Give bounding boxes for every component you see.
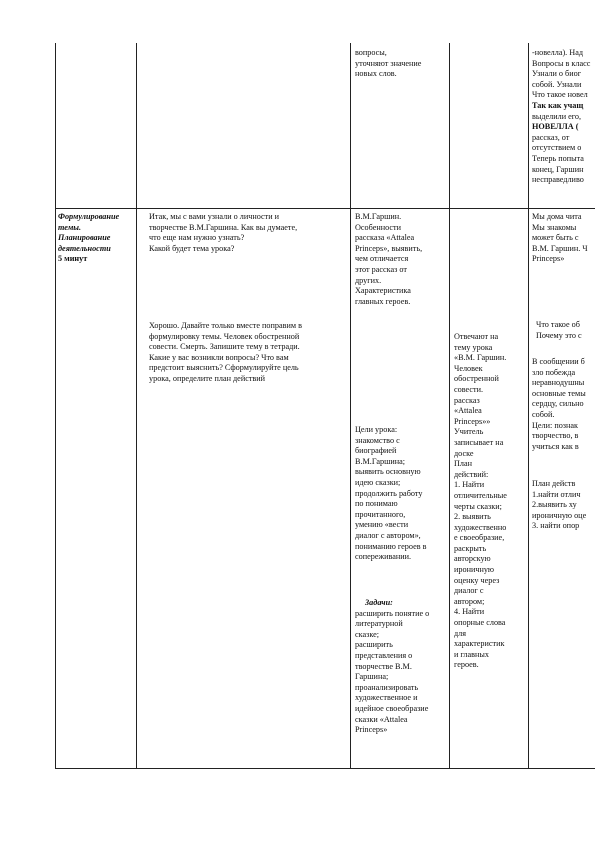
lesson-tasks: Задачи: расширить понятие о литературной сказке; расширить представления о творчестве В.М. Гаршина; проанализировать художественное и идейное своеобразие сказки «Attalea Princeps» [355, 598, 447, 736]
row2-col5-summary: В сообщении б зло побежда неравнодушны основные темы сердцу, сильно собой. Цели: познак творчество, в учиться как в [532, 357, 586, 451]
stage-time: 5 минут [58, 254, 88, 264]
lesson-topic-text: В.М.Гаршин. Особенности рассказа «Attalea Princeps», выявить, чем отличается этот рассказ от других. Характеристика главных героев. [355, 212, 423, 306]
table-row-divider [55, 208, 595, 209]
table-border-col4 [449, 43, 450, 768]
teacher-question-text: Итак, мы с вами узнали о личности и творчестве В.М.Гаршина. Как вы думаете, что еще нам нужно узнать? Какой будет тема урока? [149, 212, 298, 253]
lesson-goals: Цели урока: знакомство с биографией В.М.Гаршина; выявить основную идею сказки; продолжить работу по понимаю прочитанного, умению «вести диалог с автором», пониманию героев в сопереживании. [355, 425, 447, 563]
table-border-col2 [136, 43, 137, 768]
row2-col5-question: Что такое об Почему это с [536, 320, 582, 340]
table-border-bottom [55, 768, 595, 769]
table-border-col5 [528, 43, 529, 768]
plan-label: План действ [532, 479, 576, 488]
goals-label: Цели урока: [355, 425, 398, 434]
teacher-instruction-text: Хорошо. Давайте только вместе поправим в формулировку темы. Человек обостренной совести. Смерть. Запишите тему в тетради. Какие у вас возникли вопросы? Что вам предстоит выяснить? Сформулируйте цель урока, определите план действий [149, 321, 302, 383]
row1-col5-text: -новелла). Над Вопросы в класс Узнали о биог собой. Узнали Что такое новел Так как учащ выделили его, НОВЕЛЛА ( рассказ, от отсутствием о Теперь попыта конец, Гаршин несправедливо [532, 48, 591, 185]
row2-col5-top: Мы дома чита Мы знакомы может быть с В.М. Гаршин. Ч Princeps» [532, 212, 588, 264]
row2-col5-plan: План действ 1.найти отлич 2.выявить ху ироничную оце 3. найти опор [532, 479, 595, 532]
student-activity-text: Отвечают на тему урока «В.М. Гаршин. Человек обостренной совести. рассказ «Attalea Princeps»» Учитель записывает на доске План действий: 1. Найти отличительные черты сказки; 2. выявить художественно е своеобразие, раскрыть авторскую ироничную оценку через диалог с автором; 4. Найти опорные слова для характеристик и главных героев. [454, 332, 507, 670]
tasks-label: Задачи: [365, 598, 393, 607]
table-border-left [55, 43, 56, 768]
stage-name: Формулирование темы. Планирование деятельности 5 минут [58, 212, 134, 265]
table-border-col3 [350, 43, 351, 768]
row1-col3-text: вопросы, уточняют значение новых слов. [355, 48, 422, 79]
